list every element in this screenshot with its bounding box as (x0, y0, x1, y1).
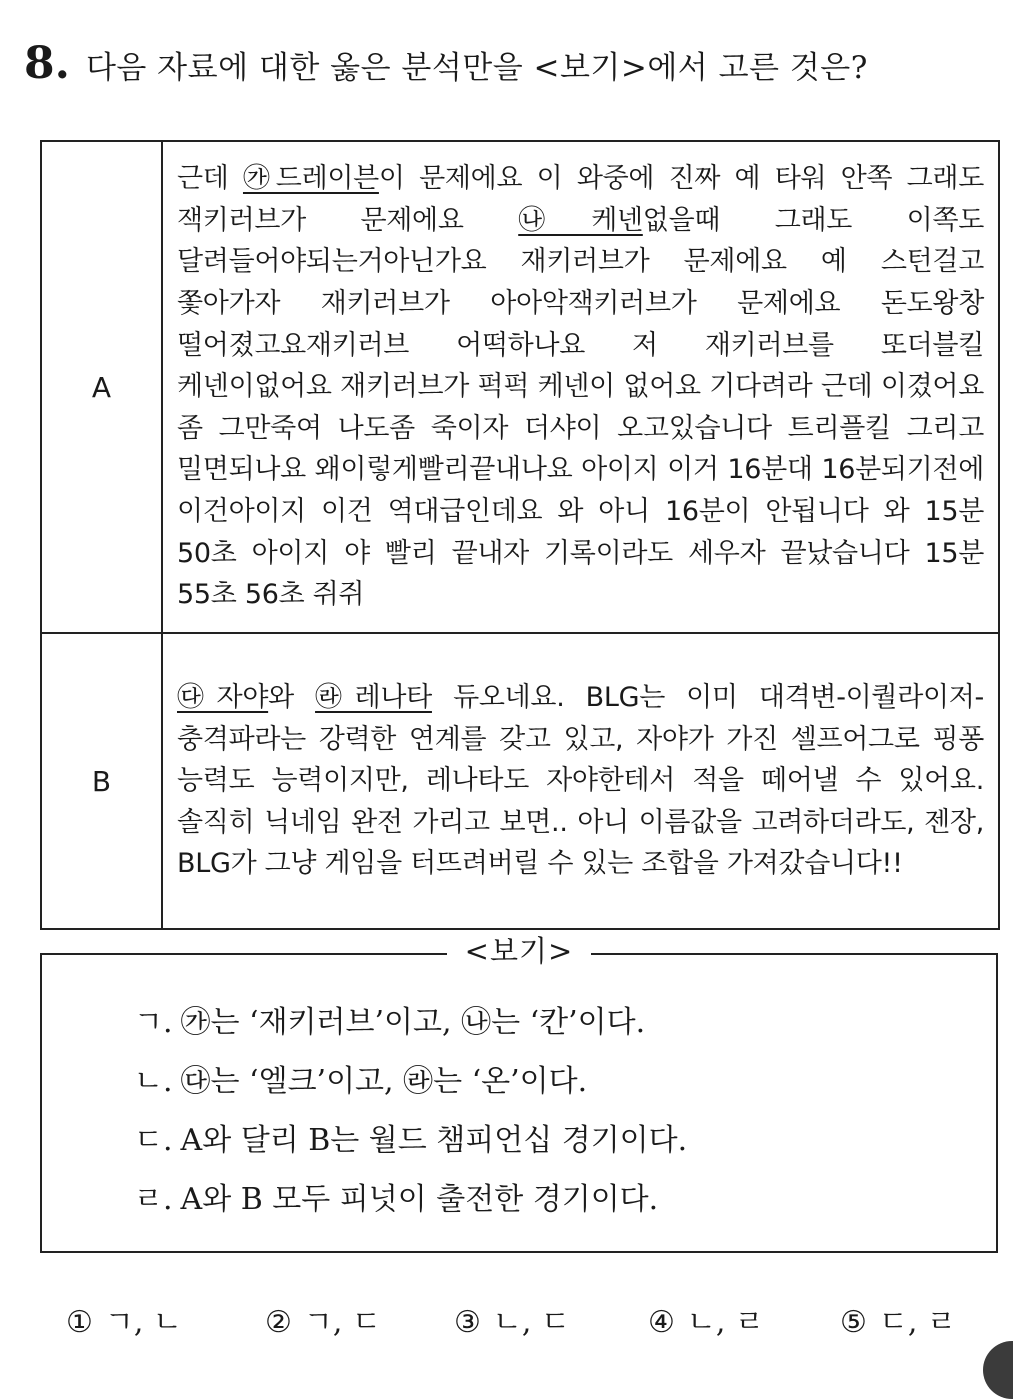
answer-choice-1[interactable] (66, 1297, 182, 1341)
bogi-item-text: A와 달리 B는 월드 챔피언십 경기이다. (180, 1123, 688, 1158)
question-text: 다음 자료에 대한 옳은 분석만을 <보기>에서 고른 것은? (85, 50, 868, 86)
corner-overlay-button[interactable] (983, 1341, 1013, 1399)
answer-choice-5[interactable] (840, 1297, 956, 1341)
underlined-term: ㉮드레이븐 (242, 163, 379, 195)
underlined-term: ㉱레나타 (315, 682, 432, 714)
bogi-list (134, 1001, 687, 1237)
bogi-item-mark: ㄴ. (134, 1064, 173, 1099)
choice-text: ㄴ, ㄹ (686, 1305, 764, 1340)
passage-label-a: A (41, 141, 162, 633)
choice-text: ㄱ, ㄴ (104, 1305, 182, 1340)
choice-number: ⑤ (840, 1305, 867, 1340)
question-header (24, 38, 994, 89)
bogi-item (134, 1119, 687, 1178)
passage-row-a (41, 141, 999, 633)
choice-number: ② (265, 1305, 292, 1340)
bogi-item-text: A와 B 모두 피넛이 출전한 경기이다. (180, 1182, 659, 1217)
bogi-item (134, 1060, 687, 1119)
passage-text-a (162, 141, 999, 633)
answer-choice-2[interactable] (265, 1297, 381, 1341)
bogi-item-mark: ㄱ. (134, 1005, 173, 1040)
bogi-title-text: <보기> (447, 934, 592, 968)
passage-label-b: B (41, 633, 162, 929)
passage-segment: 이 문제에요 이 와중에 진짜 예 타워 안쪽 그래도 잭키러브가 문제에요 (177, 163, 984, 236)
bogi-item-mark: ㄷ. (134, 1123, 173, 1158)
passage-segment: 없을때 그래도 이쪽도 달려들어야되는거아닌가요 재키러브가 문제에요 예 스턴걸고 쫓아가자 재키러브가 아아악잭키러브가 문제에요 돈도왕창 떨어졌고요재키러브 어떡하나요 저 재키러브를 또더블킬 케넨이없어요 재키러브가 퍽퍽 케넨이 없어요 기다려라 근데 이겼어요 좀 그만죽여 나도좀 죽이자 더샤이 오고있습니다 트리플킬 그리고 밀면되나요 왜이렇게빨리끝내나요 아이지 이거 16분대 16분되기전에 이건아이지 이건 역대급인데요 와 아니 16분이 안됩니다 와 15분 50초 아이지 야 빨리 끝내자 기록이라도 세우자 끝났습니다 15분 55초 56초 쥐쥐 (177, 204, 985, 611)
underlined-term: ㉰자야 (177, 682, 269, 714)
passage-segment: 듀오네요. BLG는 이미 대격변-이퀄라이저-충격파라는 강력한 연계를 갖고 있고, 자야가 가진 셀프어그로 핑퐁 능력도 능력이지만, 레나타도 자야한테서 적을 떼어낼 수 있어요. 솔직히 닉네임 완전 가리고 보면.. 아니 이름값을 고려하더라도, 젠장, BLG가 그냥 게임을 터뜨려버릴 수 있는 조합을 가져갔습니다!! (177, 682, 984, 880)
choice-text: ㄷ, ㄹ (878, 1305, 956, 1340)
answer-choice-3[interactable] (454, 1297, 570, 1341)
choice-text: ㄱ, ㄷ (303, 1305, 381, 1340)
bogi-item-mark: ㄹ. (134, 1182, 173, 1217)
passage-segment: 와 (268, 682, 316, 714)
bogi-item-text: ㉰는 ‘엘크’이고, ㉱는 ‘온’이다. (180, 1064, 588, 1099)
choice-number: ③ (454, 1305, 481, 1340)
passage-segment: 근데 (177, 163, 243, 195)
passage-row-b (41, 633, 999, 929)
choice-number: ① (66, 1305, 93, 1340)
answer-choice-4[interactable] (648, 1297, 764, 1341)
passage-table (40, 140, 1000, 930)
underlined-term: ㉯케넨 (518, 204, 643, 236)
bogi-item (134, 1001, 687, 1060)
passage-text-b (162, 633, 999, 929)
choice-number: ④ (648, 1305, 675, 1340)
choice-text: ㄴ, ㄷ (492, 1305, 570, 1340)
bogi-item (134, 1178, 687, 1237)
bogi-item-text: ㉮는 ‘재키러브’이고, ㉯는 ‘칸’이다. (180, 1005, 646, 1040)
question-number: 8. (24, 38, 70, 89)
bogi-box (40, 934, 998, 1253)
bogi-title (42, 929, 996, 970)
